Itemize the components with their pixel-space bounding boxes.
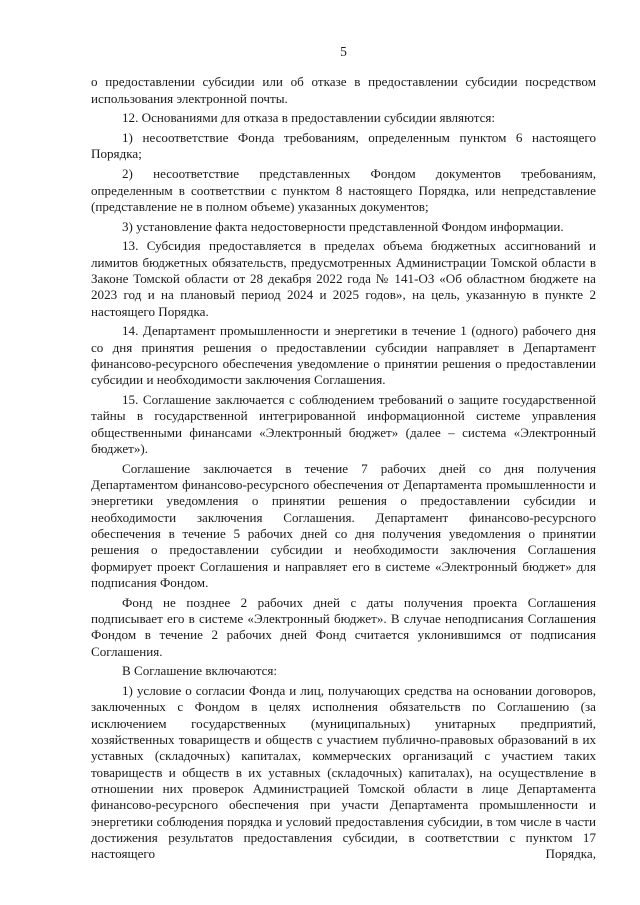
paragraph: о предоставлении субсидии или об отказе в предоставлении субсидии посредством использования электронной почты. [91, 74, 596, 106]
paragraph: 1) условие о согласии Фонда и лиц, получающих средства на основании договоров, заключенных с Фондом в целях исполнения обязательств по Соглашению (за исключением государственных (муниципальных) унитарных предприятий, хозяйственных товариществ и обществ с участием публично-правовых образований в их уставных (складочных) капиталах, коммерческих организаций с участием таких товариществ и обществ в их уставных (складочных) капиталах), на осуществление в отношении них проверок Администрацией Томской области в лице Департамента финансово-ресурсного обеспечения при участи Департамента промышленности и энергетики соблюдения порядка и условий предоставления субсидии, в том числе в части достижения результатов предоставления субсидии, в соответствии с пунктом 17 настоящего Порядка, [91, 683, 596, 862]
document-page [91, 0, 596, 866]
paragraph: 12. Основаниями для отказа в предоставлении субсидии являются: [122, 110, 496, 126]
paragraph: 15. Соглашение заключается с соблюдением требований о защите государственной тайны в государственной интегрированной информационной системе управления общественными финансами «Электронный бюджет» (далее – система «Электронный бюджет»). [91, 392, 596, 457]
paragraph: Фонд не позднее 2 рабочих дней с даты получения проекта Соглашения подписывает его в системе «Электронный бюджет». В случае неподписания Соглашения Фондом в течение 2 рабочих дней Фонд считается уклонившимся от подписания Соглашения. [91, 594, 596, 659]
paragraph: Соглашение заключается в течение 7 рабочих дней со дня получения Департаментом финансово-ресурсного обеспечения от Департамента промышленности и энергетики уведомления о принятии решения о предоставлении субсидии и необходимости заключения Соглашения. Департамент финансово-ресурсного обеспечения в течение 5 рабочих дней со дня получения уведомления о принятии решения о предоставлении субсидии и необходимости заключения Соглашения формирует проект Соглашения и направляет его в системе «Электронный бюджет» для подписания Фондом. [91, 460, 596, 590]
page-number: 5 [340, 44, 347, 59]
paragraph: В Соглашение включаются: [122, 663, 278, 679]
paragraph: 14. Департамент промышленности и энергетики в течение 1 (одного) рабочего дня со дня принятия решения о предоставлении субсидии направляет в Департамент финансово-ресурсного обеспечения уведомление о принятии решения о предоставлении субсидии и необходимости заключения Соглашения. [91, 323, 596, 388]
paragraph: 1) несоответствие Фонда требованиям, определенным пунктом 6 настоящего Порядка; [91, 130, 596, 162]
paragraph: 13. Субсидия предоставляется в пределах объема бюджетных ассигнований и лимитов бюджетных обязательств, предусмотренных Администрации Томской области в Законе Томской области от 28 декабря 2022 года № 141-ОЗ «Об областном бюджете на 2023 год и на плановый период 2024 и 2025 годов», на цель, указанную в пункте 2 настоящего Порядка. [91, 238, 596, 319]
paragraph: 2) несоответствие представленных Фондом документов требованиям, определенным в соответствии с пунктом 8 настоящего Порядка, или непредставление (представление не в полном объеме) указанных документов; [91, 166, 596, 214]
paragraph: 3) установление факта недостоверности представленной Фондом информации. [122, 218, 564, 234]
